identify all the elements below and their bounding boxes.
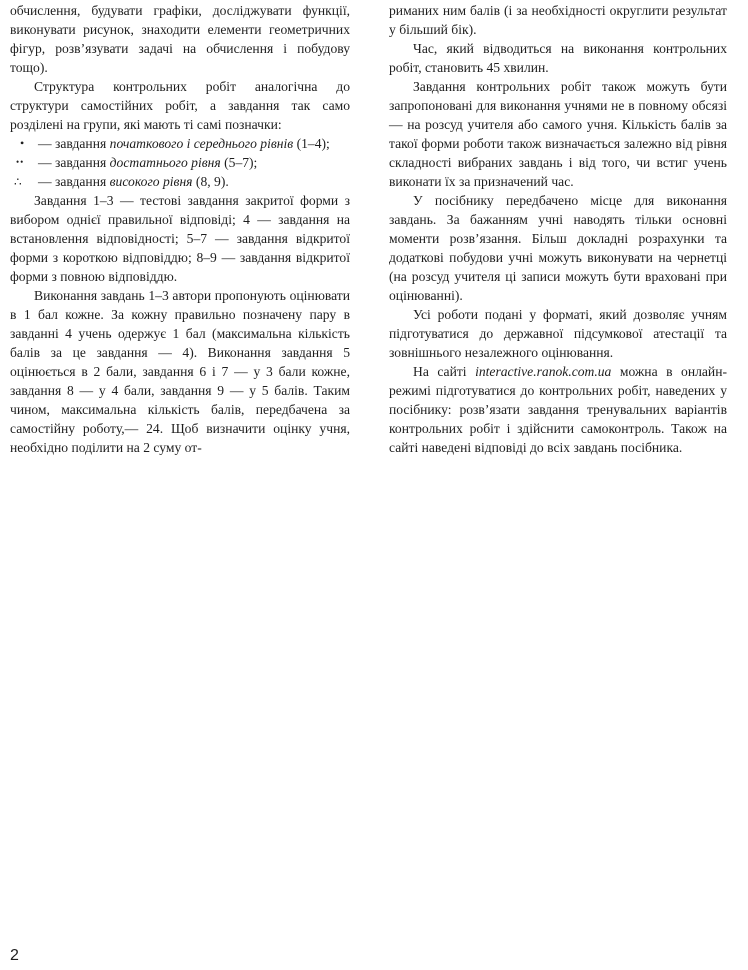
level-range: (1–4);	[293, 136, 330, 151]
paragraph-scoring: Виконання завдань 1–3 автори пропонують оцінювати в 1 бал кожне. За кожну правильно позначену пару в завданні 4 учень одержує 1 бал (максимальна кількість балів за це завдання — 4). Виконання завдання 5 оцінюється в 2 бали, завдання 6 і 7 — у 3 бали кожне, завдання 8 — у 4 бали, завдання 9 — у 5 балів. Таким чином, максимальна кількість балів, передбачена за самостійну роботу,— 24. Щоб визначити оцінку учня, необхідно поділити на 2 суму от-	[10, 288, 350, 455]
left-column	[10, 1, 350, 457]
level-item-sufficient	[10, 153, 350, 172]
three-dots-icon: ∴	[14, 175, 23, 189]
right-column	[389, 1, 727, 457]
level-prefix: — завдання	[38, 136, 110, 151]
level-prefix: — завдання	[38, 174, 110, 189]
level-prefix: — завдання	[38, 155, 110, 170]
level-name: високого рівня	[109, 174, 193, 189]
paragraph-format: Усі роботи подані у форматі, який дозволяє учням підготуватися до державної підсумкової атестації та зовнішнього незалежного оцінювання.	[389, 307, 727, 360]
page-number: 2	[10, 947, 19, 964]
paragraph-task-types: Завдання 1–3 — тестові завдання закритої форми з вибором однієї правильної відповіді; 4 — завдання на встановлення відповідності; 5–7 — завдання відкритої форми з короткою відповіддю; 8–9 — завдання відкритої форми з повною відповіддю.	[10, 193, 350, 284]
paragraph-space: У посібнику передбачено місце для виконання завдань. За бажанням учні наводять тільки основні моменти розв’язання. Більш докладні розрахунки та додаткові побудови учні можуть виконувати на чернетці (на розсуд учителя ці записи можуть бути враховані при оцінюванні).	[389, 193, 727, 303]
level-range: (5–7);	[220, 155, 258, 170]
website-link[interactable]: interactive.ranok.com.ua	[475, 364, 612, 379]
paragraph-continuation: обчислення, будувати графіки, досліджувати функції, виконувати рисунок, знаходити елементи геометричних фігур, розв’язувати задачі на обчислення і побудову тощо).	[10, 3, 350, 75]
paragraph-rounding: риманих ним балів (і за необхідності округлити результат у більший бік).	[389, 3, 727, 37]
paragraph-partial: Завдання контрольних робіт також можуть бути запропоновані для виконання учнями не в повному обсязі — на розсуд учителя або самого учня. Кількість балів за такої форми роботи також визначається залежно від рівня складності вибраних завдань і від того, чи встиг учень виконати їх за призначений час.	[389, 79, 727, 189]
two-dots-icon: ••	[16, 157, 25, 167]
level-item-high	[10, 172, 350, 191]
paragraph-website	[389, 362, 727, 457]
paragraph-time: Час, який відводиться на виконання контрольних робіт, становить 45 хвилин.	[389, 41, 727, 75]
level-name: достатнього рівня	[109, 155, 221, 170]
level-item-basic	[10, 134, 350, 153]
level-name: початкового і середнього рівнів	[109, 136, 294, 151]
difficulty-levels-list	[10, 134, 350, 191]
website-text-before: На сайті	[413, 364, 476, 379]
paragraph-structure: Структура контрольних робіт аналогічна до структури самостійних робіт, а завдання так само розділені на групи, які мають ті самі позначки:	[10, 79, 350, 132]
one-dot-icon: •	[20, 136, 26, 150]
website-text-after: можна в онлайн-режимі підготуватися до контрольних робіт, наведених у посібнику: розв’язати завдання тренувальних варіантів контрольних робіт і здійснити самоконтроль. Також на сайті наведені відповіді до всіх завдань посібника.	[389, 364, 727, 455]
level-range: (8, 9).	[192, 174, 229, 189]
